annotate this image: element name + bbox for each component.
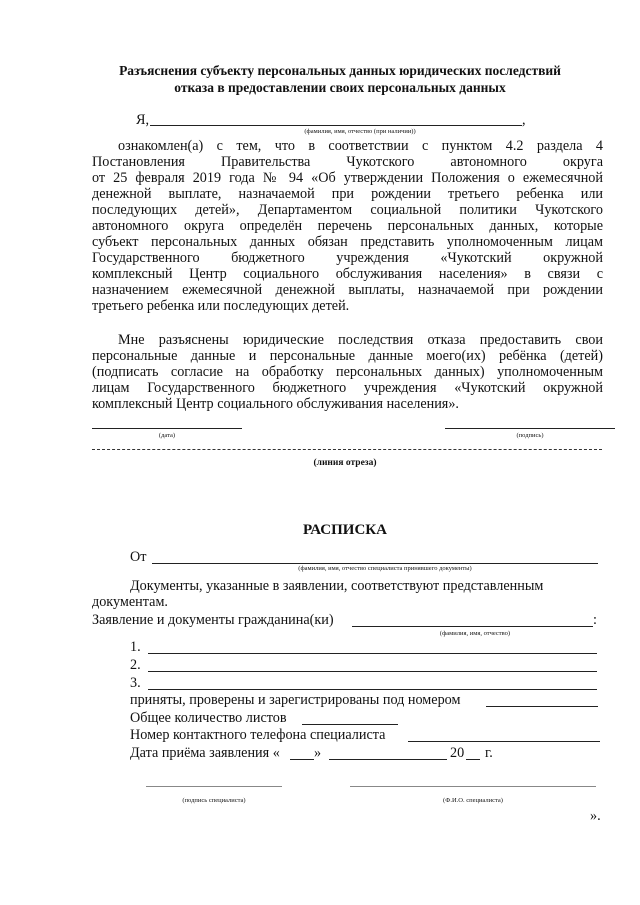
specialist-signature-underline[interactable] xyxy=(146,786,282,787)
docs-line-2: документам. xyxy=(92,594,168,610)
signature-underline[interactable] xyxy=(445,428,615,429)
sheets-label: Общее количество листов xyxy=(130,710,287,726)
specialist-fio-caption: (Ф.И.О. специалиста) xyxy=(443,797,503,804)
docs-line-1: Документы, указанные в заявлении, соответствуют представленным xyxy=(130,578,544,594)
p1-line: комплексный Центр социального обслуживания населения» в связи с xyxy=(92,266,603,282)
year-underline[interactable] xyxy=(466,759,480,760)
p2-line: комплексный Центр социального обслуживания населения». xyxy=(92,396,459,412)
cut-line-label: (линия отреза) xyxy=(313,458,377,468)
item-number: 1. xyxy=(130,639,141,655)
phone-label: Номер контактного телефона специалиста xyxy=(130,727,386,743)
p2-line: персональные данные и персональные данные моего(их) ребёнка (детей) xyxy=(92,348,603,364)
consent-title-line-1: Разъяснения субъекту персональных данных юридических последствий xyxy=(119,63,561,78)
p1-line: последующих детей», Департаментом социальной политики Чукотского xyxy=(92,202,603,218)
month-underline[interactable] xyxy=(329,759,447,760)
fio-caption: (фамилия, имя, отчество (при наличии)) xyxy=(304,128,416,135)
item-1-underline[interactable] xyxy=(148,653,597,654)
specialist-signature-caption: (подпись специалиста) xyxy=(182,797,246,804)
receipt-title: РАСПИСКА xyxy=(302,522,388,538)
fio-underline[interactable] xyxy=(150,125,522,126)
item-2-underline[interactable] xyxy=(148,671,597,672)
registration-number-underline[interactable] xyxy=(486,706,598,707)
year-suffix: г. xyxy=(485,745,493,761)
phone-underline[interactable] xyxy=(408,741,600,742)
applicant-underline[interactable] xyxy=(352,626,593,627)
from-label: От xyxy=(130,549,147,565)
item-3-underline[interactable] xyxy=(148,689,597,690)
p1-line: от 25 февраля 2019 года № 94 «Об утверждении Положения о ежемесячной xyxy=(92,170,603,186)
signature-caption: (подпись) xyxy=(516,432,544,439)
p1-line: Государственного бюджетного учреждения «Чукотский окружной xyxy=(92,250,603,266)
p2-line: Мне разъяснены юридические последствия отказа предоставить свои xyxy=(118,332,603,348)
p1-line: Постановления Правительства Чукотского автономного округа xyxy=(92,154,603,170)
item-number: 2. xyxy=(130,657,141,673)
p1-line: автономного округа определён перечень персональных данных, которые xyxy=(92,218,603,234)
consent-title-line-2: отказа в предоставлении своих персональных данных xyxy=(174,80,506,95)
year-prefix: 20 xyxy=(450,745,465,761)
end-mark: ». xyxy=(590,808,601,824)
ya-comma: , xyxy=(522,112,526,128)
date-received-label: Дата приёма заявления « xyxy=(130,745,280,761)
p1-line: третьего ребенка или последующих детей. xyxy=(92,298,350,314)
date-caption: (дата) xyxy=(158,432,176,439)
applicant-label: Заявление и документы гражданина(ки) xyxy=(92,612,334,628)
sheets-underline[interactable] xyxy=(302,724,398,725)
item-number: 3. xyxy=(130,675,141,691)
p1-line: денежной выплате, назначаемой при рождении третьего ребенка или xyxy=(92,186,603,202)
specialist-fio-underline[interactable] xyxy=(350,786,596,787)
date-underline[interactable] xyxy=(92,428,242,429)
applicant-caption: (фамилия, имя, отчество) xyxy=(439,630,511,637)
date-close-quote: » xyxy=(314,745,322,761)
p1-line: назначением ежемесячной денежной выплаты, назначаемой при рождении xyxy=(92,282,603,298)
paragraph-2 xyxy=(92,332,603,412)
day-underline[interactable] xyxy=(290,759,314,760)
cut-line xyxy=(92,449,602,450)
p2-line: (подписать согласие на обработку персональных данных) уполномоченным xyxy=(92,364,603,380)
specialist-caption: (фамилия, имя, отчество специалиста принявшего документы) xyxy=(298,565,472,572)
p1-line: субъект персональных данных обязан представить уполномоченным лицам xyxy=(92,234,603,250)
p2-line: лицам Государственного бюджетного учреждения «Чукотский окружной xyxy=(92,380,603,396)
paragraph-1 xyxy=(92,138,603,314)
ya-label: Я, xyxy=(136,112,150,128)
p1-line: ознакомлен(а) с тем, что в соответствии с пунктом 4.2 раздела 4 xyxy=(118,138,603,154)
specialist-underline[interactable] xyxy=(152,563,598,564)
applicant-colon: : xyxy=(593,612,597,628)
accepted-label: приняты, проверены и зарегистрированы под номером xyxy=(130,692,461,708)
